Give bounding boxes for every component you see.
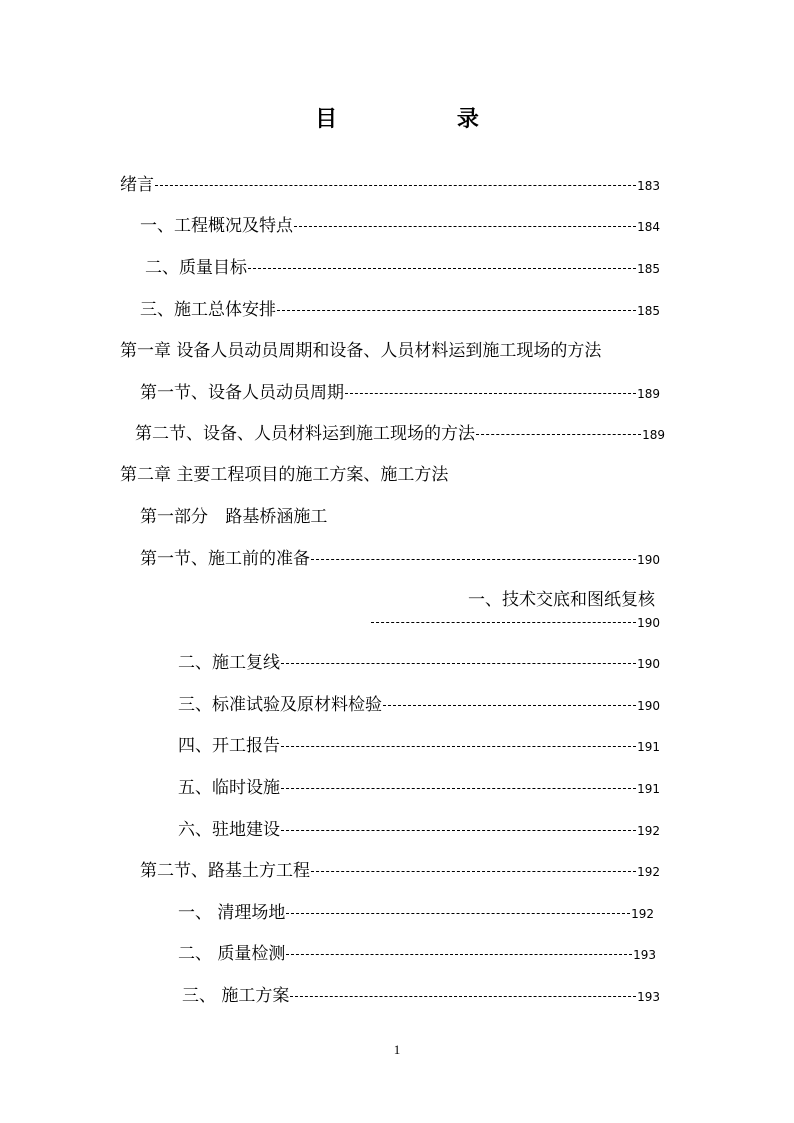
toc-entry[interactable] — [178, 690, 660, 714]
toc-entry-page: 191 — [637, 740, 660, 754]
toc-entry-text: 二、 质量检测 — [178, 944, 286, 964]
toc-entry-text: 四、开工报告 — [178, 736, 280, 756]
toc-leader — [371, 622, 636, 623]
toc-entry[interactable] — [178, 648, 660, 672]
toc-entry-page: 190 — [637, 657, 660, 671]
toc-entry-text: 第一节、施工前的准备 — [140, 549, 310, 569]
toc-entry-page: 192 — [637, 824, 660, 838]
toc-entry-page: 193 — [633, 948, 656, 962]
part-heading[interactable]: 第一部分 路基桥涵施工 — [140, 507, 328, 527]
toc-leader — [286, 913, 630, 914]
toc-entry-text: 第二节、设备、人员材料运到施工现场的方法 — [135, 424, 475, 444]
toc-leader — [281, 788, 636, 789]
page-number: 1 — [393, 1042, 401, 1057]
toc-entry-page: 192 — [631, 907, 654, 921]
toc-entry-page: 184 — [637, 220, 660, 234]
toc-entry-text: 五、临时设施 — [178, 778, 280, 798]
chapter-heading[interactable]: 第二章 主要工程项目的施工方案、施工方法 — [120, 465, 449, 485]
toc-entry[interactable] — [140, 856, 660, 880]
toc-entry-text: 第二节、路基土方工程 — [140, 861, 310, 881]
toc-entry-page: 189 — [642, 428, 665, 442]
toc-entry-page: 191 — [637, 782, 660, 796]
toc-entry-text: 一、工程概况及特点 — [140, 216, 293, 236]
toc-leader — [383, 705, 636, 706]
toc-entry-text: 六、驻地建设 — [178, 820, 280, 840]
toc-leader — [281, 746, 636, 747]
toc-title: 目 录 — [315, 107, 535, 132]
toc-entry[interactable] — [145, 253, 660, 277]
toc-entry[interactable] — [140, 544, 660, 568]
toc-entry[interactable] — [178, 773, 660, 797]
toc-entry[interactable] — [178, 731, 660, 755]
toc-leader — [155, 185, 636, 186]
toc-leader — [476, 434, 641, 435]
toc-entry-continuation[interactable] — [370, 616, 660, 640]
toc-entry-page: 189 — [637, 387, 660, 401]
toc-leader — [294, 226, 636, 227]
toc-entry-page: 183 — [637, 179, 660, 193]
toc-entry-text: 第一节、设备人员动员周期 — [140, 383, 344, 403]
toc-entry[interactable] — [140, 378, 660, 402]
toc-leader — [281, 663, 636, 664]
chapter-heading[interactable]: 第一章 设备人员动员周期和设备、人员材料运到施工现场的方法 — [120, 341, 602, 361]
toc-entry[interactable] — [140, 295, 660, 319]
toc-entry-text: 三、 施工方案 — [182, 986, 290, 1006]
toc-entry-text-wrapped[interactable]: 一、技术交底和图纸复核 — [468, 590, 655, 610]
toc-entry-text: 三、施工总体安排 — [140, 300, 276, 320]
toc-entry-page: 190 — [637, 616, 660, 630]
toc-entry-text: 一、 清理场地 — [178, 903, 286, 923]
toc-entry-text: 三、标准试验及原材料检验 — [178, 695, 382, 715]
toc-leader — [281, 830, 636, 831]
toc-entry-page: 190 — [637, 553, 660, 567]
toc-entry-page: 192 — [637, 865, 660, 879]
toc-entry-page: 185 — [637, 262, 660, 276]
toc-entry-page: 190 — [637, 699, 660, 713]
toc-entry-text: 二、质量目标 — [145, 258, 247, 278]
toc-entry[interactable] — [178, 939, 656, 963]
toc-entry[interactable] — [140, 211, 660, 235]
toc-entry-page: 185 — [637, 304, 660, 318]
toc-entry-text: 绪言 — [120, 175, 154, 195]
toc-entry[interactable] — [120, 170, 660, 194]
toc-leader — [248, 268, 636, 269]
toc-leader — [311, 871, 636, 872]
toc-leader — [345, 393, 636, 394]
toc-entry[interactable] — [135, 419, 665, 443]
toc-entry[interactable] — [178, 898, 654, 922]
toc-entry-page: 193 — [637, 990, 660, 1004]
toc-entry[interactable] — [182, 981, 660, 1005]
toc-leader — [277, 310, 636, 311]
toc-entry[interactable] — [178, 815, 660, 839]
toc-entry-text: 二、施工复线 — [178, 653, 280, 673]
toc-leader — [286, 954, 632, 955]
toc-leader — [311, 559, 636, 560]
toc-leader — [290, 996, 636, 997]
